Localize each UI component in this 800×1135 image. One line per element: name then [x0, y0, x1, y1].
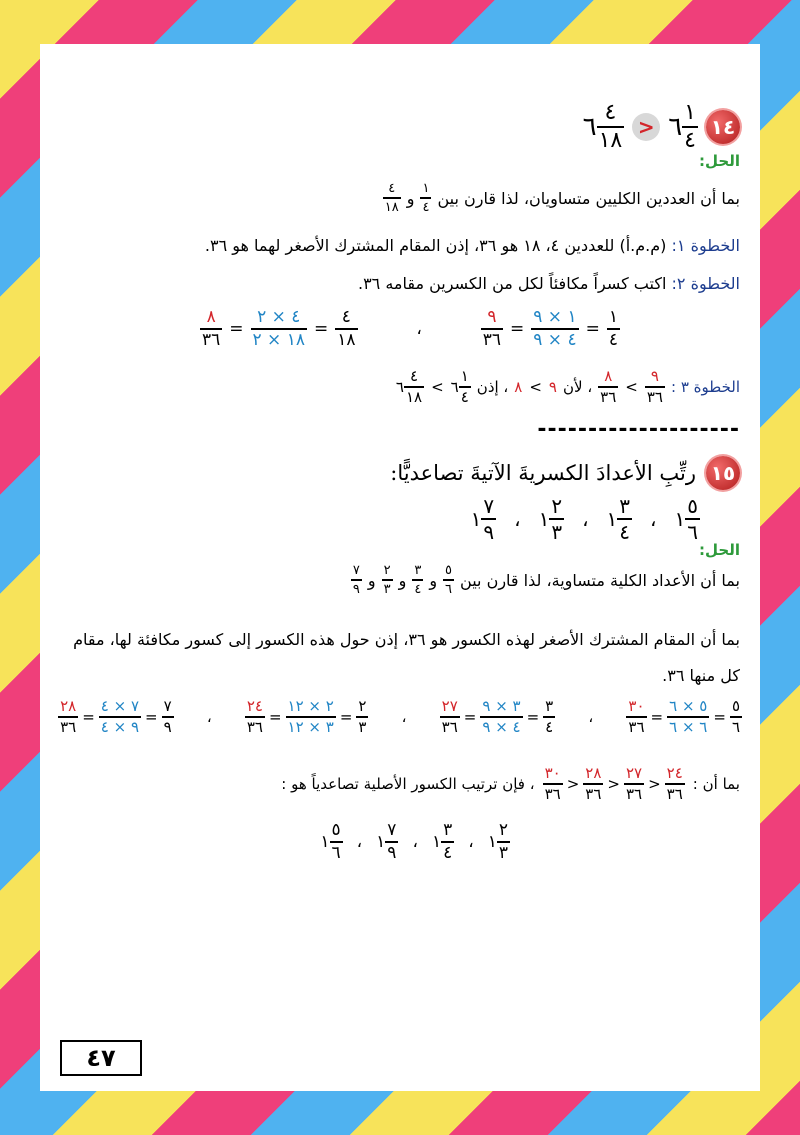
order-line: بما أن : $\frac{٣٠}{٣٦}$ > $\frac{٢٨}{٣٦}$ > $\frac{٢٧}{٣٦}$ > $\frac{٢٤}{٣٦}$ ، فإن ترتيب الكسور الأصلية تصاعدياً هو :: [281, 764, 740, 803]
question-title: رتِّبِ الأعدادَ الكسريةَ الآتيةَ تصاعديًّا:: [390, 461, 696, 485]
comma: ،: [416, 319, 422, 339]
mixed-number: $\frac{٧}{٩}$ ١: [470, 494, 495, 544]
solution-label: الحل:: [699, 152, 740, 170]
step1: الخطوة ١: (م.م.أ) للعددين ٤، ١٨ هو ٣٦، إذن المقام المشترك الأصغر لهما هو ٣٦.: [204, 236, 740, 255]
q14-line1: بما أن العددين الكليين متساويان، لذا قارن بين $\frac{١}{٤}$ و $\frac{٤}{١٨}$: [384, 181, 740, 215]
mixed-number: $\frac{١}{٤}$ ٦: [668, 100, 696, 153]
equivalent-equation: $\frac{٢٨}{٣٦}$ = $\frac{٧ \times ٤}{٩ \times ٤}$ = $\frac{٧}{٩}$: [60, 697, 172, 736]
mixed-number: $\frac{٢}{٣}$ ١: [487, 820, 508, 863]
solution-label: الحل:: [699, 541, 740, 559]
equivalent-equation: $\frac{٢٤}{٣٦}$ = $\frac{٢ \times ١٢}{٣ \times ١٢}$ = $\frac{٢}{٣}$: [246, 697, 367, 736]
divider: --------------------: [537, 417, 740, 442]
q14-equations: [200, 309, 620, 349]
q15-line2: بما أن المقام المشترك الأصغر لهذه الكسور هو ٣٦، إذن حول هذه الكسور إلى كسور مكافئة لها، مقام كل منها ٣٦.: [73, 630, 740, 685]
q15-line1: بما أن الأعداد الكلية متساوية، لذا قارن بين $\frac{٥}{٦}$ و $\frac{٣}{٤}$ و $\frac{٢}{٣}$ و $\frac{٧}{٩}$: [352, 563, 740, 597]
mixed-number: $\frac{٧}{٩}$ ١: [376, 820, 397, 863]
mixed-number: $\frac{٥}{٦}$ ١: [674, 494, 698, 544]
q15-header: [390, 456, 740, 490]
step2: الخطوة ٢: اكتب كسراً مكافئاً لكل من الكسرين مقامه ٣٦.: [357, 274, 740, 293]
question-badge: ١٤: [706, 110, 740, 144]
equivalent-equation: $\frac{٢٧}{٣٦}$ = $\frac{٣ \times ٩}{٤ \times ٩}$ = $\frac{٣}{٤}$: [441, 697, 554, 736]
step3: الخطوة ٣ : $\frac{٨}{٣٦}$ < $\frac{٩}{٣٦}$ ، لأن ٨ < ٩ ، إذن ٦ $\frac{٤}{١٨}$ < ٦ $\frac{١}{٤}$: [395, 367, 740, 406]
mixed-number: $\frac{٣}{٤}$ ١: [431, 820, 453, 863]
equivalent-equation: $\frac{٩}{٣٦}$ = $\frac{١ \times ٩}{٤ \times ٩}$ = $\frac{١}{٤}$: [482, 307, 618, 350]
final-order: $\frac{٢}{٣}$ ١ ، $\frac{٣}{٤}$ ١ ، $\frac{٧}{٩}$ ١ ، $\frac{٥}{٦}$ ١: [320, 820, 508, 863]
q15-items: $\frac{٥}{٦}$ ١ ، $\frac{٣}{٤}$ ١ ، $\frac{٢}{٣}$ ١ ، $\frac{٧}{٩}$ ١: [470, 494, 698, 544]
page: [40, 44, 760, 1091]
mixed-number: $\frac{٤}{١٨}$ ٦: [582, 100, 623, 153]
mixed-number: $\frac{٥}{٦}$ ١: [320, 820, 341, 863]
mixed-number: $\frac{٢}{٣}$ ١: [538, 494, 563, 544]
equivalent-equation: $\frac{٨}{٣٦}$ = $\frac{٤ \times ٢}{١٨ \times ٢}$ = $\frac{٤}{١٨}$: [202, 307, 356, 350]
page-number: ٤٧: [60, 1040, 142, 1076]
compare-sign: <: [632, 113, 660, 141]
q14-header: [583, 102, 740, 152]
mixed-number: $\frac{٣}{٤}$ ١: [606, 494, 631, 544]
q15-equivalents: $\frac{٣٠}{٣٦}$ = $\frac{٥ \times ٦}{٦ \times ٦}$ = $\frac{٥}{٦}$ ، $\frac{٢٧}{٣٦}$ = $\frac{٣ \times ٩}{٤ \times ٩}$ = $\frac{٣}{٤}$ ، $\frac{٢٤}{٣٦}$ = $\frac{٢ \times ١٢}{٣ \times ١٢}$ = $\frac{٢}{٣}$ ، $\frac{٢٨}{٣٦}$ = $\frac{٧ \times ٤}{٩ \times ٤}$ = $\frac{٧}{٩}$: [60, 697, 740, 736]
question-badge: ١٥: [706, 456, 740, 490]
equivalent-equation: $\frac{٣٠}{٣٦}$ = $\frac{٥ \times ٦}{٦ \times ٦}$ = $\frac{٥}{٦}$: [628, 697, 740, 736]
